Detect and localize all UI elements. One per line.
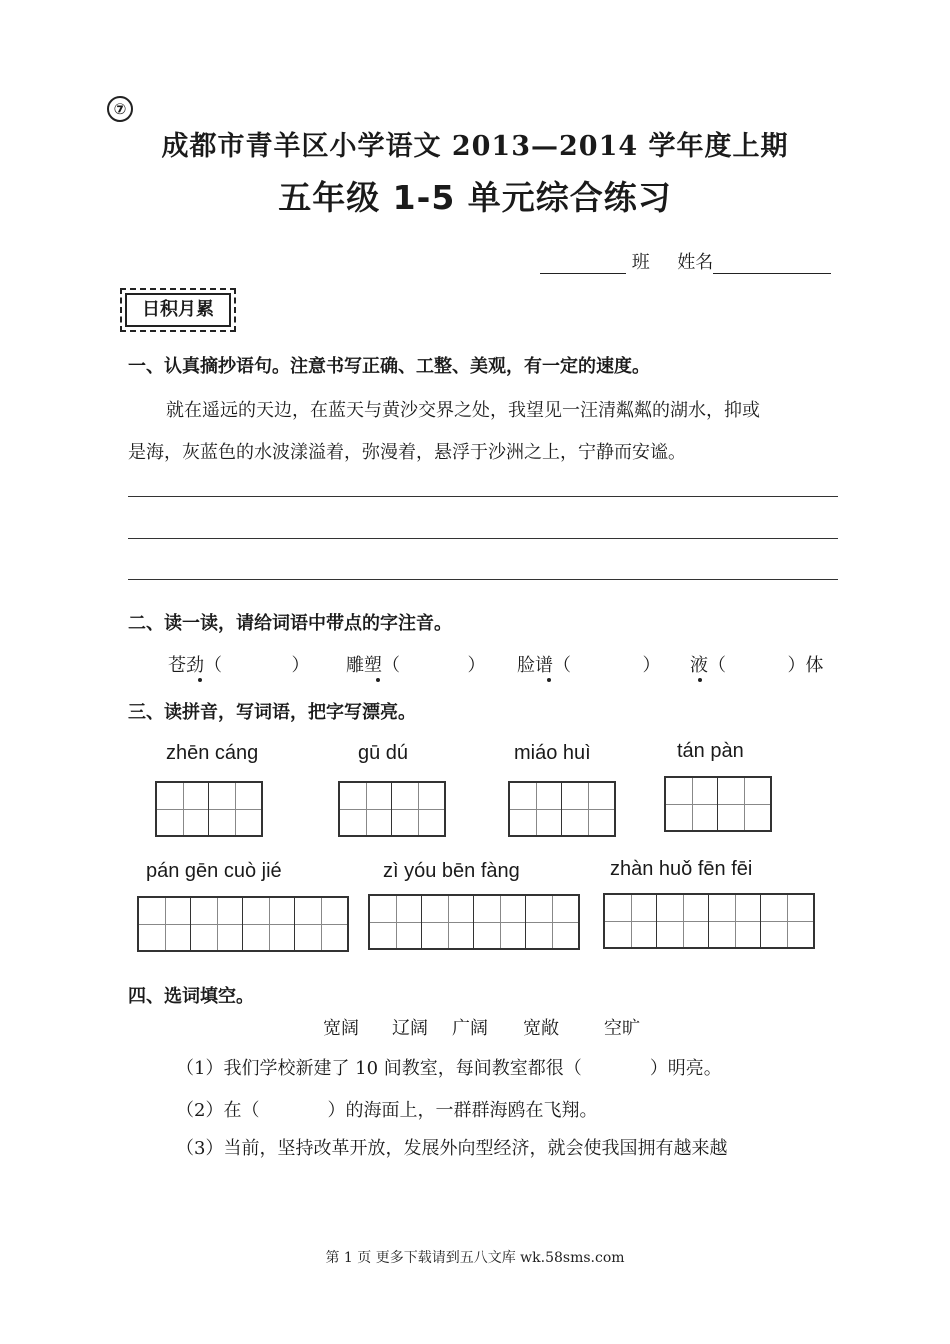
grid-cell[interactable] <box>392 783 444 835</box>
q4-heading: 四、选词填空。 <box>128 986 254 1007</box>
q2-word-1-text: 苍劲（ <box>168 655 222 676</box>
grid-cell[interactable] <box>474 896 526 948</box>
grid-cell[interactable] <box>709 895 761 947</box>
pinyin-pan-gen-cuo-jie: pán gēn cuò jié <box>146 860 282 882</box>
grid-cell[interactable] <box>340 783 392 835</box>
grid-cell[interactable] <box>761 895 813 947</box>
grid-cell[interactable] <box>422 896 474 948</box>
q4-s1-start: （1）我们学校新建了 10 间教室，每间教室都很（ <box>176 1058 582 1079</box>
grid-cell[interactable] <box>209 783 261 835</box>
emphasis-dot <box>698 678 702 682</box>
section-label-box: 日积月累 <box>120 288 236 332</box>
pinyin-zi-you-ben-fang: zì yóu bēn fàng <box>383 860 520 882</box>
pinyin-zhen-cang: zhēn cáng <box>166 742 259 764</box>
grid-cell[interactable] <box>605 895 657 947</box>
q4-sentence-3: （3）当前，坚持改革开放，发展外向型经济，就会使我国拥有越来越 <box>176 1138 728 1159</box>
grid-cell[interactable] <box>139 898 191 950</box>
q2-word-2-text: 雕塑（ <box>346 655 400 676</box>
class-label: 班 <box>631 252 650 273</box>
q1-heading: 一、认真摘抄语句。注意书写正确、工整、美观，有一定的速度。 <box>128 356 650 377</box>
grid-cell[interactable] <box>718 778 770 830</box>
q2-heading: 二、读一读，请给词语中带点的字注音。 <box>128 613 452 634</box>
pinyin-gu-du: gū dú <box>358 742 409 764</box>
option-4: 宽敞 <box>523 1018 559 1039</box>
grid-cell[interactable] <box>562 783 614 835</box>
title-line-1: 成都市青羊区小学语文 2013—2014 学年度上期 <box>161 131 789 162</box>
q2-word-1 <box>168 651 309 677</box>
grid-cell[interactable] <box>157 783 209 835</box>
emphasis-dot <box>198 678 202 682</box>
q2-word-4-text: 液（ <box>690 655 726 676</box>
pinyin-tan-pan: tán pàn <box>677 740 744 762</box>
option-1: 宽阔 <box>323 1018 359 1039</box>
grid-cell[interactable] <box>510 783 562 835</box>
grid-cell[interactable] <box>657 895 709 947</box>
grid-cell[interactable] <box>243 898 295 950</box>
class-blank[interactable] <box>540 253 626 274</box>
q2-close-2: ） <box>467 655 486 676</box>
writing-line-1[interactable] <box>128 496 838 497</box>
tianzi-grid-5[interactable] <box>137 896 349 952</box>
name-label: 姓名 <box>677 252 714 273</box>
tianzi-grid-6[interactable] <box>368 894 580 950</box>
q2-word-3-text: 脸谱（ <box>517 655 571 676</box>
grid-cell[interactable] <box>191 898 243 950</box>
q2-word-4 <box>690 651 823 677</box>
writing-line-3[interactable] <box>128 579 838 580</box>
q2-word-3 <box>517 651 660 677</box>
name-blank[interactable] <box>713 253 831 274</box>
option-5: 空旷 <box>604 1018 640 1039</box>
grid-cell[interactable] <box>666 778 718 830</box>
emphasis-dot <box>376 678 380 682</box>
q3-heading: 三、读拼音，写词语，把字写漂亮。 <box>128 702 416 723</box>
option-3: 广阔 <box>452 1018 488 1039</box>
q4-s2-start: （2）在（ <box>176 1100 260 1121</box>
q1-passage-line-1: 就在遥远的天边，在蓝天与黄沙交界之处，我望见一汪清粼粼的湖水，抑或 <box>166 400 760 421</box>
q2-close-4: ）体 <box>787 655 824 676</box>
option-2: 辽阔 <box>392 1018 428 1039</box>
title-line-2: 五年级 1-5 单元综合练习 <box>278 178 672 217</box>
emphasis-dot <box>547 678 551 682</box>
q1-passage-line-2: 是海，灰蓝色的水波漾溢着，弥漫着，悬浮于沙洲之上，宁静而安谧。 <box>128 442 686 463</box>
grid-cell[interactable] <box>526 896 578 948</box>
q4-s2-end: ）的海面上，一群群海鸥在飞翔。 <box>327 1100 598 1121</box>
q2-word-2 <box>346 651 485 677</box>
page-footer: 第 1 页 更多下载请到五八文库 wk.58sms.com <box>325 1250 625 1266</box>
class-name-line <box>540 248 831 274</box>
grid-cell[interactable] <box>370 896 422 948</box>
pinyin-miao-hui: miáo huì <box>514 742 591 764</box>
pinyin-zhan-huo-fen-fei: zhàn huǒ fēn fēi <box>610 858 753 880</box>
q2-close-1: ） <box>291 655 310 676</box>
page-number-mark: ⑦ <box>107 96 133 122</box>
q4-sentence-2 <box>176 1096 597 1122</box>
tianzi-grid-3[interactable] <box>508 781 616 837</box>
writing-line-2[interactable] <box>128 538 838 539</box>
q4-s1-end: ）明亮。 <box>649 1058 722 1079</box>
q4-sentence-1 <box>176 1054 722 1080</box>
tianzi-grid-7[interactable] <box>603 893 815 949</box>
q2-close-3: ） <box>642 655 661 676</box>
grid-cell[interactable] <box>295 898 347 950</box>
tianzi-grid-4[interactable] <box>664 776 772 832</box>
tianzi-grid-1[interactable] <box>155 781 263 837</box>
tianzi-grid-2[interactable] <box>338 781 446 837</box>
